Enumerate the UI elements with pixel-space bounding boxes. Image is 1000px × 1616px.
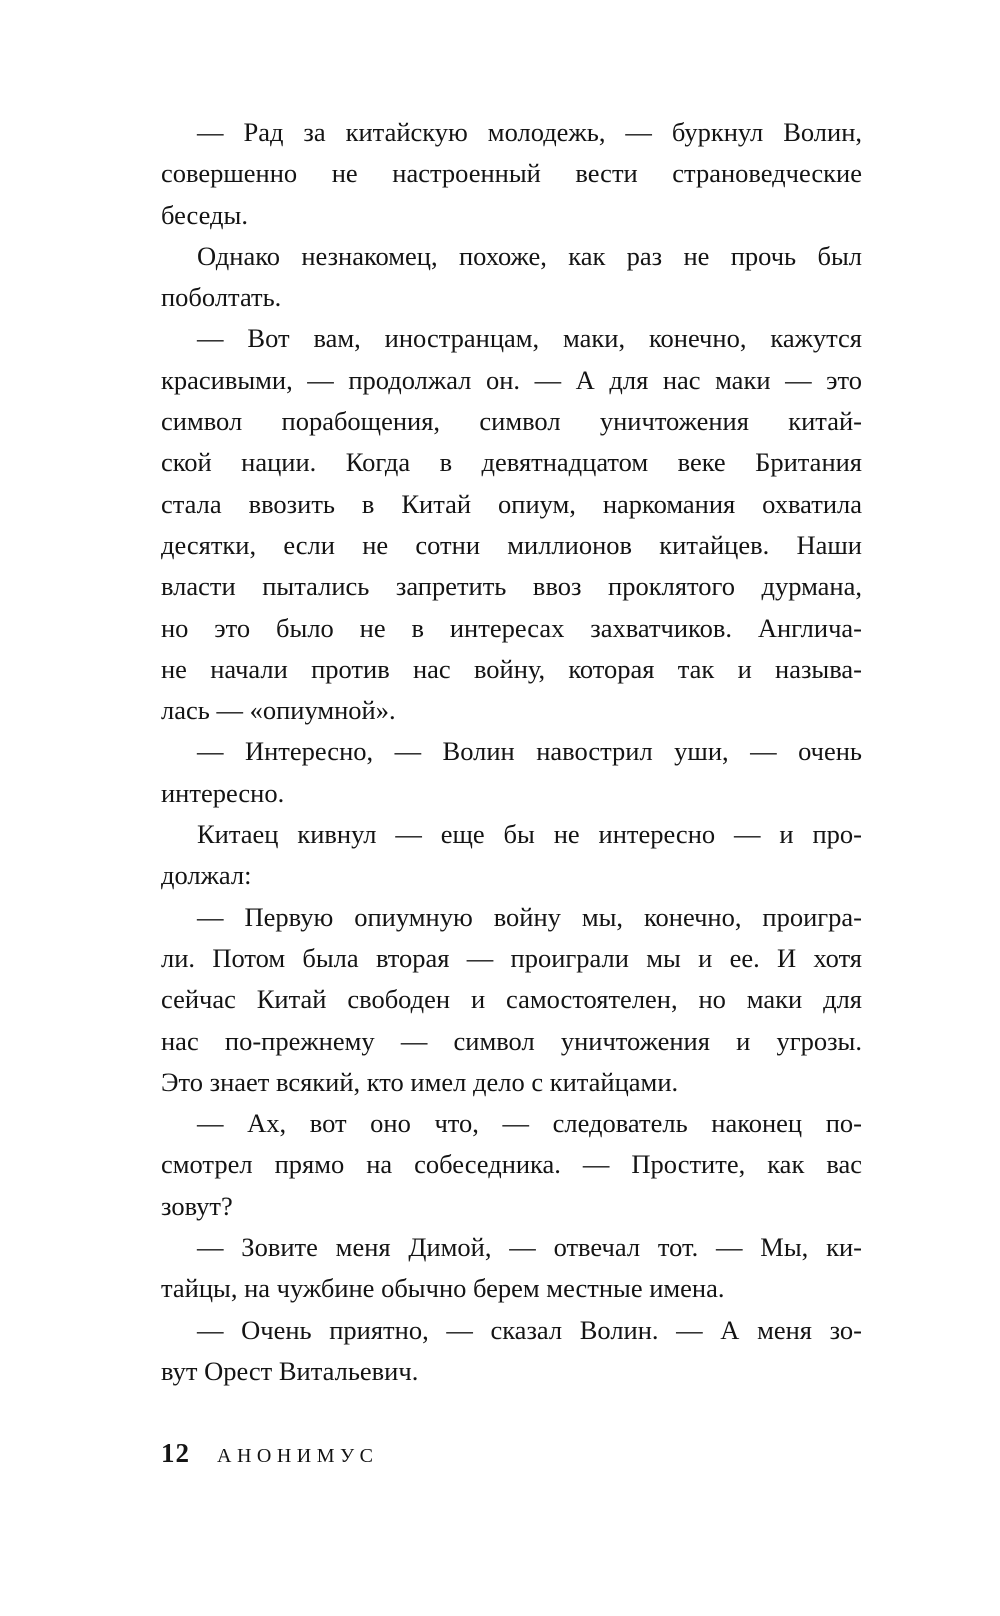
text-line: поболтать. [161,282,282,313]
paragraph [161,236,862,319]
text-line: должал: [161,860,252,891]
paragraph [161,1310,862,1393]
text-line: смотрел прямо на собеседника. — Простите, как вас [161,1149,862,1180]
text-line: красивыми, — продолжал он. — А для нас маки — это [161,364,862,395]
text-line: символ порабощения, символ уничтожения китай- [161,406,862,437]
paragraph [161,897,862,1103]
text-line: ской нации. Когда в девятнадцатом веке Британия [161,447,862,478]
text-line: — Ах, вот оно что, — следователь наконец по- [197,1108,862,1139]
text-line: интересно. [161,777,285,808]
text-line: сейчас Китай свободен и самостоятелен, но маки для [161,984,862,1015]
page-text [161,112,862,1392]
text-line: десятки, если не сотни миллионов китайцев. Наши [161,529,862,560]
page-number: 12 [161,1438,190,1468]
text-line: зовут? [161,1190,233,1221]
text-line: тайцы, на чужбине обычно берем местные имена. [161,1273,725,1304]
paragraph [161,112,862,236]
text-line: — Зовите меня Димой, — отвечал тот. — Мы, ки- [197,1232,862,1263]
page-footer [161,1438,379,1469]
text-line: власти пытались запретить ввоз проклятого дурмана, [161,571,862,602]
paragraph [161,1103,862,1227]
text-line: но это было не в интересах захватчиков. Англича- [161,612,862,643]
paragraph [161,1227,862,1310]
text-line: ли. Потом была вторая — проиграли мы и ее. И хотя [161,942,862,973]
text-line: стала ввозить в Китай опиум, наркомания охватила [161,488,862,519]
text-line: Однако незнакомец, похоже, как раз не прочь был [197,240,862,271]
text-line: не начали против нас войну, которая так и называ- [161,653,862,684]
text-line: — Первую опиумную войну мы, конечно, проигра- [197,901,862,932]
text-line: лась — «опиумной». [161,695,396,726]
text-line: Китаец кивнул — еще бы не интересно — и про- [197,819,862,850]
paragraph [161,814,862,897]
paragraph [161,731,862,814]
text-line: — Интересно, — Волин навострил уши, — очень [197,736,862,767]
text-line: нас по-прежнему — символ уничтожения и угрозы. [161,1025,862,1056]
paragraph [161,318,862,731]
text-line: — Вот вам, иностранцам, маки, конечно, кажутся [197,323,862,354]
text-line: — Очень приятно, — сказал Волин. — А меня зо- [197,1314,862,1345]
text-line: вут Орест Витальевич. [161,1355,419,1386]
text-line: беседы. [161,199,248,230]
text-line: совершенно не настроенный вести страноведческие [161,158,862,189]
text-line: Это знает всякий, кто имел дело с китайцами. [161,1066,679,1097]
text-line: — Рад за китайскую молодежь, — буркнул Волин, [197,117,862,147]
running-title: АНОНИМУС [217,1445,379,1467]
